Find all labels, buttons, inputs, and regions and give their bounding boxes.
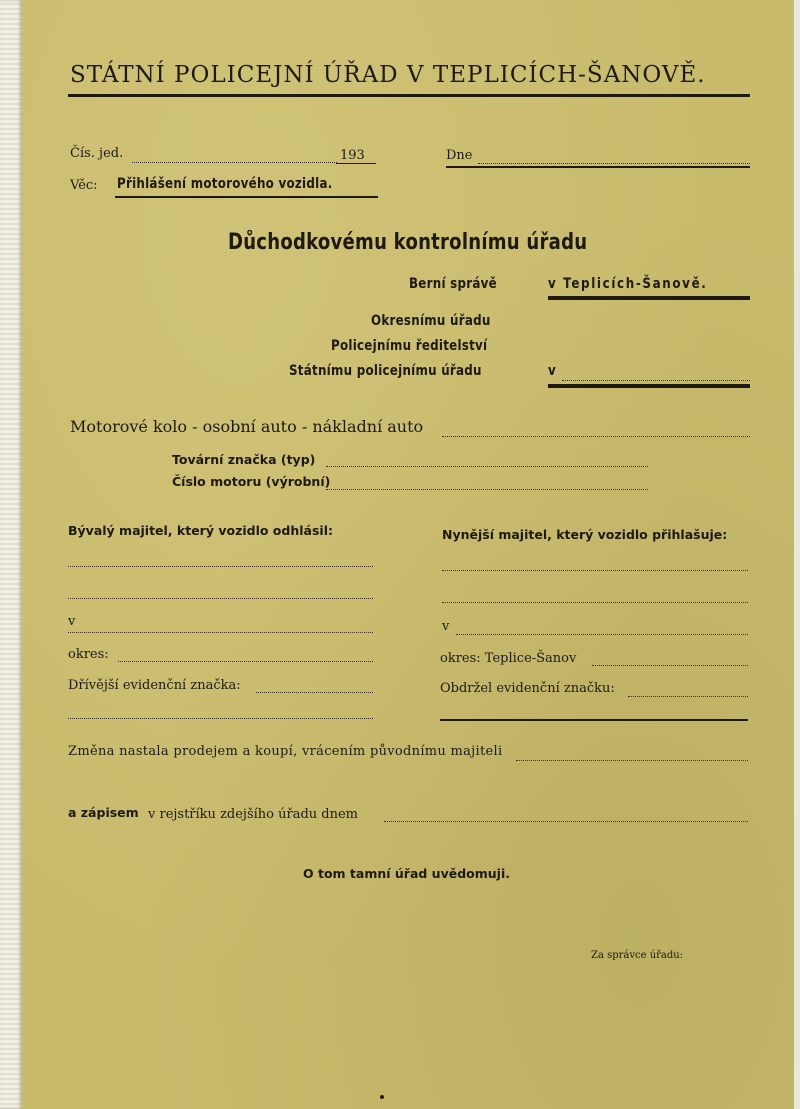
former-owner-extra-field[interactable] [68,718,373,719]
signature-label: Za správce úřadu: [591,950,684,961]
recipient-tax-office: Berní správě [409,276,497,292]
engine-number-field[interactable] [326,489,648,490]
recipient-place-field[interactable] [562,380,750,381]
engine-number-label: Číslo motoru (výrobní) [172,474,331,489]
former-owner-district-label: okres: [68,647,109,662]
new-owner-town-field[interactable] [456,634,748,635]
former-owner-in-label: v [68,614,76,629]
new-plate-label: Obdržel evidenční značku: [440,681,615,696]
subject-label: Věc: [70,178,98,193]
new-owner-district-field[interactable] [592,665,748,666]
registry-date-field[interactable] [384,821,748,822]
change-field[interactable] [516,760,748,761]
subject-underline [115,196,378,198]
recipient-tax-office-place: v Teplicích-Šanově. [548,276,708,292]
recipient-place-prefix: v [548,363,557,379]
office-title: STÁTNÍ POLICEJNÍ ÚŘAD V TEPLICÍCH-ŠANOVĚ. [70,62,706,88]
former-plate-field[interactable] [256,692,373,693]
recipient-state-police-office: Státnímu policejnímu úřadu [289,363,482,379]
vehicle-type-field[interactable] [442,436,750,437]
new-plate-field[interactable] [628,696,748,697]
former-owner-district-field[interactable] [118,661,373,662]
new-owner-district-label: okres: Teplice-Šanov [440,651,577,666]
ref-year: 193 [340,148,365,163]
header-rule [68,94,750,97]
subject-text: Přihlášení motorového vozidla. [117,176,333,192]
registry-text: v rejstříku zdejšího úřadu dnem [148,807,358,822]
former-owner-address-field[interactable] [68,598,373,599]
date-rule [446,166,750,168]
perforated-edge [0,0,22,1109]
recipient-police-directorate: Policejnímu ředitelství [331,338,488,354]
recipient-district-office: Okresnímu úřadu [371,313,491,329]
former-owner-town-field[interactable] [68,632,373,633]
year-underline [336,163,376,164]
tax-place-rule [548,296,750,300]
former-plate-label: Dřívější evidenční značka: [68,678,241,693]
bottom-dot [380,1095,384,1099]
notice-text: O tom tamní úřad uvědomuji. [303,866,510,881]
former-owner-name-field[interactable] [68,566,373,567]
date-field[interactable] [478,163,750,164]
ref-number-field[interactable] [132,162,337,163]
change-text: Změna nastala prodejem a koupí, vrácením původnímu majiteli [68,744,503,759]
new-owner-rule [440,719,748,721]
recipient-revenue-office: Důchodkovému kontrolnímu úřadu [228,230,588,255]
new-owner-address-field[interactable] [442,602,748,603]
recipient-place-rule [548,384,750,388]
paper-edge [794,0,800,1109]
new-owner-heading: Nynější majitel, který vozidlo přihlašuje: [442,527,728,542]
brand-field[interactable] [326,466,648,467]
vehicle-type-line: Motorové kolo - osobní auto - nákladní auto [70,417,424,436]
new-owner-in-label: v [442,619,450,634]
former-owner-heading: Bývalý majitel, který vozidlo odhlásil: [68,523,333,538]
date-label: Dne [446,148,473,163]
brand-label: Tovární značka (typ) [172,452,316,467]
new-owner-name-field[interactable] [442,570,748,571]
ref-number-label: Čís. jed. [70,146,124,161]
registry-bold: a zápisem [68,805,139,820]
